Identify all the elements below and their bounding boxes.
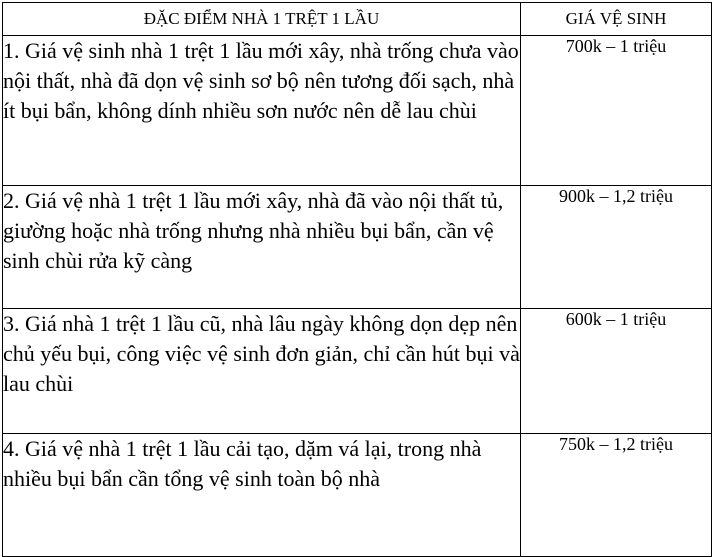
row-description: 4. Giá vệ nhà 1 trệt 1 lầu cải tạo, dặm vá lại, trong nhà nhiều bụi bẩn cần tổng vệ sinh toàn bộ nhà <box>3 434 521 557</box>
table-row <box>3 36 712 186</box>
table-row <box>3 434 712 557</box>
features-column-header: ĐẶC ĐIỂM NHÀ 1 TRỆT 1 LẦU <box>3 3 521 36</box>
row-price: 900k – 1,2 triệu <box>521 186 712 309</box>
table-row <box>3 309 712 434</box>
table-row <box>3 186 712 309</box>
row-description: 3. Giá nhà 1 trệt 1 lầu cũ, nhà lâu ngày không dọn dẹp nên chủ yếu bụi, công việc vệ sinh đơn giản, chỉ cần hút bụi và lau chùi <box>3 309 521 434</box>
price-column-header: GIÁ VỆ SINH <box>521 3 712 36</box>
row-description: 1. Giá vệ sinh nhà 1 trệt 1 lầu mới xây, nhà trống chưa vào nội thất, nhà đã dọn vệ sinh sơ bộ nên tương đối sạch, nhà ít bụi bẩn, không dính nhiều sơn nước nên dễ lau chùi <box>3 36 521 186</box>
row-price: 700k – 1 triệu <box>521 36 712 186</box>
row-price: 600k – 1 triệu <box>521 309 712 434</box>
cleaning-price-table <box>2 2 712 557</box>
row-description: 2. Giá vệ nhà 1 trệt 1 lầu mới xây, nhà đã vào nội thất tủ, giường hoặc nhà trống nhưng nhà nhiều bụi bẩn, cần vệ sinh chùi rửa kỹ càng <box>3 186 521 309</box>
row-price: 750k – 1,2 triệu <box>521 434 712 557</box>
table-header-row <box>3 3 712 36</box>
